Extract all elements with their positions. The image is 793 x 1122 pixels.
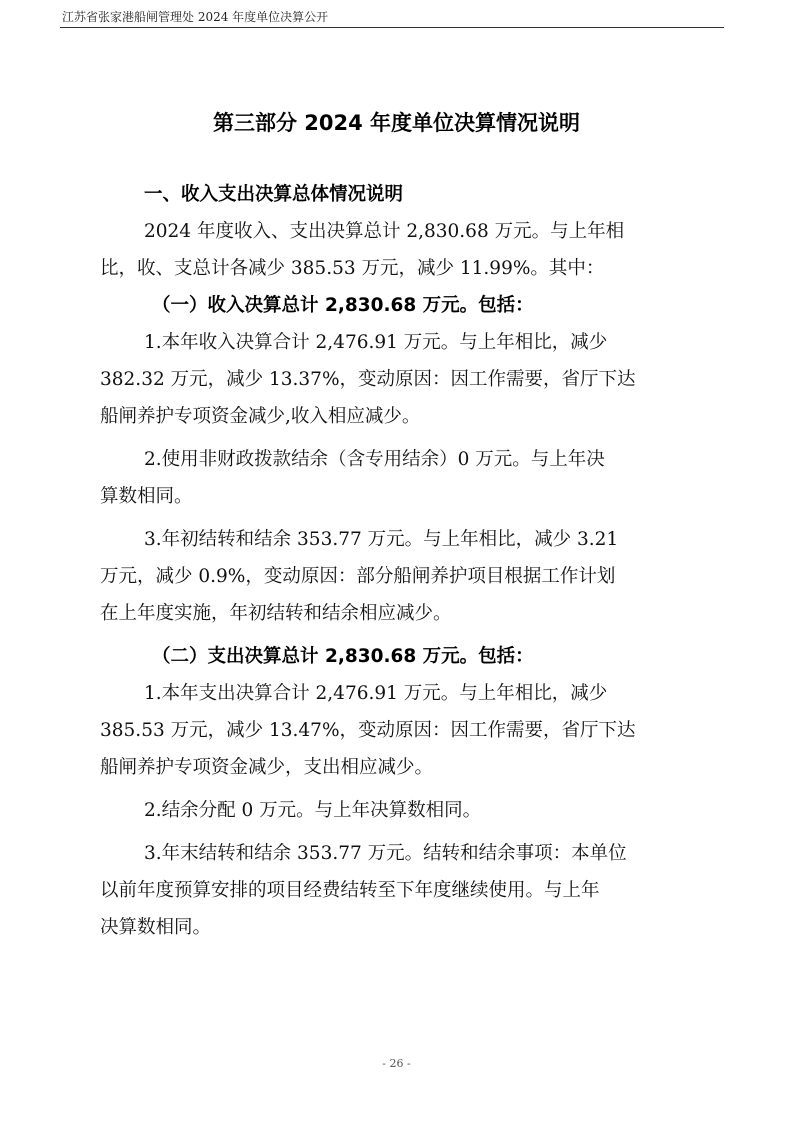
page-header: 江苏省张家港船闸管理处 2024 年度单位决算公开	[62, 10, 329, 24]
income-item1-line: 船闸养护专项资金减少,收入相应减少。	[100, 406, 421, 427]
summary-paragraph-line: 比，收、支总计各减少 385.53 万元，减少 11.99%。其中：	[100, 258, 605, 279]
expense-item1-line: 1.本年支出决算合计 2,476.91 万元。与上年相比，减少	[144, 683, 608, 704]
income-item3-line: 在上年度实施，年初结转和结余相应减少。	[100, 603, 452, 624]
income-item1-line: 382.32 万元，减少 13.37%，变动原因：因工作需要，省厅下达	[100, 369, 636, 390]
expense-item2-line: 2.结余分配 0 万元。与上年决算数相同。	[144, 800, 482, 821]
page-number: - 26 -	[382, 1057, 411, 1070]
expense-item3-line: 决算数相同。	[100, 917, 212, 938]
expense-item1-line: 385.53 万元，减少 13.47%，变动原因：因工作需要，省厅下达	[100, 720, 636, 741]
income-item2-line: 2.使用非财政拨款结余（含专用结余）0 万元。与上年决	[144, 449, 605, 470]
expense-item3-line: 3.年末结转和结余 353.77 万元。结转和结余事项：本单位	[144, 843, 627, 864]
expense-subheading: （二）支出决算总计 2,830.68 万元。包括：	[152, 646, 534, 667]
income-item3-line: 3.年初结转和结余 353.77 万元。与上年相比，减少 3.21	[144, 529, 619, 550]
income-item2-line: 算数相同。	[100, 486, 193, 507]
expense-item1-line: 船闸养护专项资金减少，支出相应减少。	[100, 757, 434, 778]
income-item1-line: 1.本年收入决算合计 2,476.91 万元。与上年相比，减少	[144, 332, 608, 353]
document-body	[100, 176, 700, 946]
header-divider	[60, 27, 724, 28]
income-item3-line: 万元，减少 0.9%，变动原因：部分船闸养护项目根据工作计划	[100, 566, 616, 587]
page-title: 第三部分 2024 年度单位决算情况说明	[212, 111, 581, 135]
income-subheading: （一）收入决算总计 2,830.68 万元。包括：	[152, 295, 534, 316]
expense-item3-line: 以前年度预算安排的项目经费结转至下年度继续使用。与上年	[100, 880, 600, 901]
section-heading-overview: 一、收入支出决算总体情况说明	[144, 184, 404, 205]
summary-paragraph-line: 2024 年度收入、支出决算总计 2,830.68 万元。与上年相	[144, 221, 625, 242]
